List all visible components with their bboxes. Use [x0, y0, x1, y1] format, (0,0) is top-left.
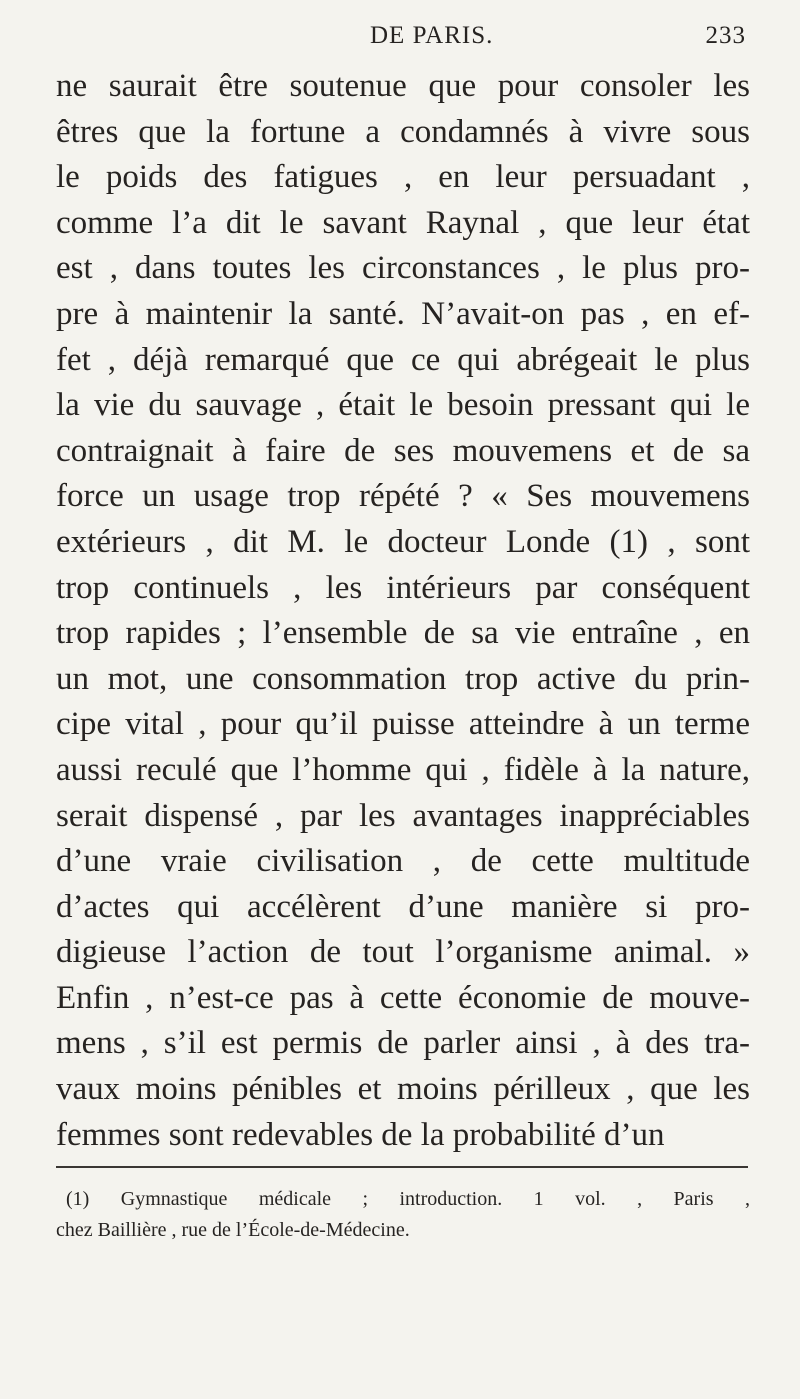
text-line: serait dispensé , par les avantages inappréciables — [56, 797, 750, 834]
text-line: la vie du sauvage , était le besoin pressant qui le — [56, 387, 750, 424]
page-number: 233 — [705, 22, 746, 49]
text-line: pre à maintenir la santé. N’avait-on pas , en ef- — [56, 295, 750, 332]
text-line: comme l’a dit le savant Raynal , que leur état — [56, 204, 750, 241]
text-line: aussi reculé que l’homme qui , fidèle à la nature, — [56, 751, 750, 788]
running-title: DE PARIS. — [370, 22, 494, 49]
text-line: d’actes qui accélèrent d’une manière si pro- — [56, 888, 750, 925]
text-line: trop continuels , les intérieurs par conséquent — [56, 569, 750, 606]
text-line: fet , déjà remarqué que ce qui abrégeait le plus — [56, 341, 750, 378]
text-line: le poids des fatigues , en leur persuadant , — [56, 159, 750, 196]
text-line: ne saurait être soutenue que pour consoler les — [56, 68, 750, 104]
text-line: un mot, une consommation trop active du prin- — [56, 660, 750, 697]
text-line: contraignait à faire de ses mouvemens et de sa — [56, 432, 750, 469]
footnote-rule — [56, 1166, 748, 1168]
text-line: est , dans toutes les circonstances , le plus pro- — [56, 250, 750, 287]
text-line: digieuse l’action de tout l’organisme animal. » — [56, 934, 750, 971]
text-line: vaux moins pénibles et moins périlleux , que les — [56, 1071, 750, 1108]
text-line: extérieurs , dit M. le docteur Londe (1) , sont — [56, 523, 750, 560]
footnote — [56, 1184, 750, 1246]
footnote-line: (1) Gymnastique médicale ; introduction. 1 vol. , Paris , — [66, 1188, 750, 1210]
text-line: mens , s’il est permis de parler ainsi , à des tra- — [56, 1025, 750, 1062]
text-line: force un usage trop répété ? « Ses mouvemens — [56, 478, 750, 515]
text-line: cipe vital , pour qu’il puisse atteindre à un terme — [56, 706, 750, 743]
text-line: Enfin , n’est-ce pas à cette économie de mouve- — [56, 979, 750, 1016]
text-line: d’une vraie civilisation , de cette multitude — [56, 843, 750, 880]
text-line: trop rapides ; l’ensemble de sa vie entraîne , en — [56, 615, 750, 652]
body-text — [56, 64, 750, 1158]
text-line: femmes sont redevables de la probabilité d’un — [56, 1116, 665, 1153]
running-head — [262, 22, 746, 56]
text-line: êtres que la fortune a condamnés à vivre sous — [56, 113, 750, 150]
footnote-line: chez Baillière , rue de l’École-de-Médecine. — [56, 1219, 410, 1241]
